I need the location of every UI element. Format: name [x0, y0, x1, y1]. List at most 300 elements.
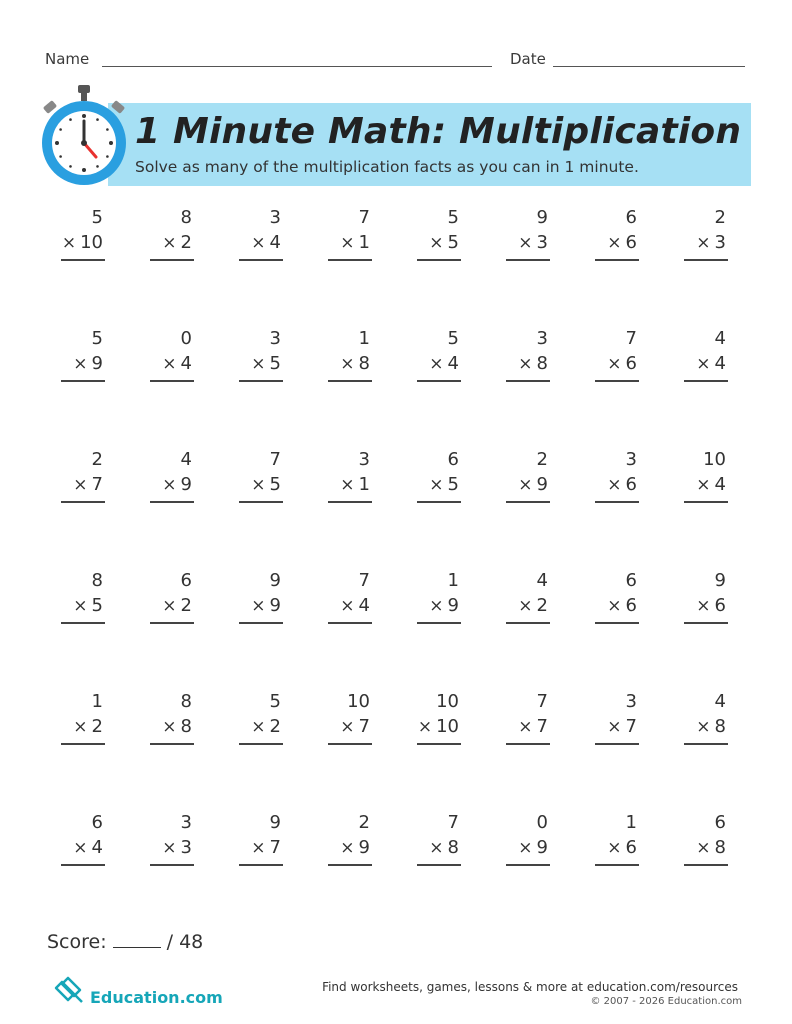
- problem-item: [506, 328, 550, 384]
- multiplier-line: [696, 474, 726, 495]
- multiplier: 9: [180, 474, 192, 495]
- times-sign: ×: [518, 596, 533, 616]
- problem-item: [328, 207, 372, 263]
- answer-line[interactable]: [239, 380, 283, 382]
- problem-item: [150, 812, 194, 868]
- answer-line[interactable]: [595, 501, 639, 503]
- multiplicand: 7: [447, 812, 459, 833]
- multiplier: 5: [269, 353, 281, 374]
- problem-item: [150, 449, 194, 505]
- answer-line[interactable]: [506, 501, 550, 503]
- multiplier-line: [251, 353, 281, 374]
- problem-item: [684, 328, 728, 384]
- multiplier-line: [73, 474, 103, 495]
- answer-line[interactable]: [328, 622, 372, 624]
- multiplicand: 4: [180, 449, 192, 470]
- times-sign: ×: [162, 233, 177, 253]
- multiplicand: 2: [536, 449, 548, 470]
- multiplier-line: [340, 595, 370, 616]
- multiplicand: 3: [358, 449, 370, 470]
- multiplicand: 5: [91, 328, 103, 349]
- problem-item: [61, 691, 105, 747]
- multiplier-line: [429, 474, 459, 495]
- times-sign: ×: [340, 596, 355, 616]
- multiplier: 7: [91, 474, 103, 495]
- times-sign: ×: [518, 717, 533, 737]
- multiplier: 5: [447, 232, 459, 253]
- multiplier-line: [251, 716, 281, 737]
- multiplicand: 5: [447, 207, 459, 228]
- times-sign: ×: [162, 838, 177, 858]
- multiplicand: 8: [180, 207, 192, 228]
- multiplier: 2: [180, 232, 192, 253]
- answer-line[interactable]: [684, 501, 728, 503]
- multiplier: 9: [447, 595, 459, 616]
- multiplier: 6: [625, 353, 637, 374]
- problem-item: [595, 207, 639, 263]
- multiplier-line: [340, 716, 370, 737]
- answer-line[interactable]: [61, 501, 105, 503]
- problem-item: [61, 449, 105, 505]
- multiplier: 3: [180, 837, 192, 858]
- problem-item: [506, 449, 550, 505]
- multiplier-line: [696, 716, 726, 737]
- multiplier: 7: [358, 716, 370, 737]
- worksheet-title: 1 Minute Math: Multiplication: [135, 111, 742, 152]
- multiplier-line: [73, 353, 103, 374]
- answer-line[interactable]: [684, 864, 728, 866]
- multiplier: 8: [447, 837, 459, 858]
- multiplicand: 7: [358, 207, 370, 228]
- problem-item: [239, 328, 283, 384]
- multiplicand: 9: [536, 207, 548, 228]
- times-sign: ×: [429, 233, 444, 253]
- multiplicand: 7: [536, 691, 548, 712]
- name-date-row: [45, 50, 746, 70]
- multiplicand: 6: [625, 570, 637, 591]
- multiplicand: 3: [269, 328, 281, 349]
- multiplier: 5: [269, 474, 281, 495]
- times-sign: ×: [518, 475, 533, 495]
- multiplicand: 2: [714, 207, 726, 228]
- multiplicand: 1: [447, 570, 459, 591]
- problem-item: [506, 570, 550, 626]
- multiplier-line: [607, 716, 637, 737]
- problem-item: [417, 449, 461, 505]
- multiplier-line: [162, 353, 192, 374]
- multiplier: 7: [536, 716, 548, 737]
- problem-item: [239, 812, 283, 868]
- answer-line[interactable]: [595, 380, 639, 382]
- answer-line[interactable]: [417, 622, 461, 624]
- multiplier: 7: [625, 716, 637, 737]
- education-logo-icon: [52, 972, 92, 1008]
- multiplier: 4: [358, 595, 370, 616]
- answer-line[interactable]: [150, 743, 194, 745]
- score-blank[interactable]: [113, 947, 161, 948]
- multiplier-line: [518, 595, 548, 616]
- answer-line[interactable]: [417, 743, 461, 745]
- times-sign: ×: [340, 475, 355, 495]
- multiplicand: 9: [269, 812, 281, 833]
- problem-item: [417, 570, 461, 626]
- answer-line[interactable]: [150, 259, 194, 261]
- problem-item: [328, 449, 372, 505]
- multiplier: 6: [714, 595, 726, 616]
- problem-item: [61, 328, 105, 384]
- multiplier-line: [251, 474, 281, 495]
- multiplier-line: [73, 837, 103, 858]
- answer-line[interactable]: [239, 743, 283, 745]
- answer-line[interactable]: [328, 259, 372, 261]
- problem-item: [506, 207, 550, 263]
- answer-line[interactable]: [595, 743, 639, 745]
- multiplier: 1: [358, 474, 370, 495]
- multiplier-line: [429, 595, 459, 616]
- times-sign: ×: [73, 596, 88, 616]
- answer-line[interactable]: [328, 380, 372, 382]
- problem-item: [61, 570, 105, 626]
- multiplier: 4: [714, 353, 726, 374]
- answer-line[interactable]: [61, 259, 105, 261]
- multiplicand: 6: [91, 812, 103, 833]
- multiplicand: 3: [536, 328, 548, 349]
- problem-item: [417, 207, 461, 263]
- problem-item: [61, 812, 105, 868]
- multiplier: 10: [80, 232, 103, 253]
- times-sign: ×: [251, 354, 266, 374]
- answer-line[interactable]: [417, 864, 461, 866]
- answer-line[interactable]: [239, 864, 283, 866]
- times-sign: ×: [162, 717, 177, 737]
- problem-item: [328, 570, 372, 626]
- problem-item: [417, 691, 461, 747]
- multiplier: 4: [714, 474, 726, 495]
- multiplier: 9: [536, 837, 548, 858]
- multiplicand: 0: [180, 328, 192, 349]
- multiplier: 2: [91, 716, 103, 737]
- multiplier-line: [696, 595, 726, 616]
- times-sign: ×: [696, 717, 711, 737]
- multiplicand: 10: [703, 449, 726, 470]
- times-sign: ×: [696, 838, 711, 858]
- score-total: / 48: [166, 931, 204, 953]
- multiplicand: 3: [625, 691, 637, 712]
- multiplier: 8: [536, 353, 548, 374]
- answer-line[interactable]: [61, 864, 105, 866]
- multiplier-line: [251, 595, 281, 616]
- multiplicand: 5: [269, 691, 281, 712]
- multiplier: 9: [536, 474, 548, 495]
- problem-item: [595, 570, 639, 626]
- problem-item: [239, 570, 283, 626]
- multiplier-line: [418, 716, 459, 737]
- multiplicand: 7: [269, 449, 281, 470]
- answer-line[interactable]: [150, 864, 194, 866]
- education-logo-text[interactable]: Education.com: [90, 988, 223, 1007]
- multiplier: 2: [180, 595, 192, 616]
- answer-line[interactable]: [684, 743, 728, 745]
- times-sign: ×: [61, 233, 77, 253]
- answer-line[interactable]: [328, 501, 372, 503]
- multiplier-line: [162, 232, 192, 253]
- multiplier-line: [340, 837, 370, 858]
- times-sign: ×: [162, 475, 177, 495]
- multiplier: 1: [358, 232, 370, 253]
- problem-item: [595, 812, 639, 868]
- problem-item: [506, 691, 550, 747]
- multiplicand: 8: [180, 691, 192, 712]
- times-sign: ×: [607, 233, 622, 253]
- answer-line[interactable]: [417, 380, 461, 382]
- multiplier-line: [696, 353, 726, 374]
- times-sign: ×: [518, 838, 533, 858]
- multiplier: 4: [91, 837, 103, 858]
- multiplier-line: [518, 837, 548, 858]
- answer-line[interactable]: [150, 380, 194, 382]
- multiplier-line: [518, 232, 548, 253]
- multiplicand: 3: [269, 207, 281, 228]
- problem-item: [239, 449, 283, 505]
- times-sign: ×: [251, 717, 266, 737]
- answer-line[interactable]: [595, 259, 639, 261]
- multiplier-line: [340, 474, 370, 495]
- worksheet-instructions: Solve as many of the multiplication facts as you can in 1 minute.: [135, 158, 639, 176]
- date-label: Date: [510, 50, 546, 68]
- problem-item: [684, 449, 728, 505]
- multiplier: 6: [625, 232, 637, 253]
- multiplier-line: [607, 232, 637, 253]
- multiplier: 4: [180, 353, 192, 374]
- multiplicand: 5: [91, 207, 103, 228]
- answer-line[interactable]: [684, 622, 728, 624]
- multiplicand: 1: [625, 812, 637, 833]
- times-sign: ×: [340, 838, 355, 858]
- times-sign: ×: [251, 475, 266, 495]
- multiplier-line: [607, 595, 637, 616]
- score-line: [47, 931, 203, 953]
- multiplier-line: [162, 716, 192, 737]
- times-sign: ×: [73, 354, 88, 374]
- multiplier: 8: [714, 716, 726, 737]
- answer-line[interactable]: [328, 864, 372, 866]
- answer-line[interactable]: [417, 501, 461, 503]
- answer-line[interactable]: [417, 259, 461, 261]
- times-sign: ×: [162, 596, 177, 616]
- multiplier: 9: [91, 353, 103, 374]
- problem-item: [595, 328, 639, 384]
- name-field[interactable]: [102, 66, 492, 67]
- multiplier: 2: [536, 595, 548, 616]
- times-sign: ×: [417, 717, 433, 737]
- times-sign: ×: [340, 233, 355, 253]
- multiplicand: 7: [625, 328, 637, 349]
- times-sign: ×: [607, 475, 622, 495]
- problem-item: [328, 812, 372, 868]
- multiplier: 2: [269, 716, 281, 737]
- footer-copyright: © 2007 - 2026 Education.com: [590, 996, 742, 1007]
- multiplier: 8: [714, 837, 726, 858]
- times-sign: ×: [518, 233, 533, 253]
- multiplier-line: [429, 232, 459, 253]
- multiplier: 8: [358, 353, 370, 374]
- answer-line[interactable]: [684, 380, 728, 382]
- multiplicand: 2: [91, 449, 103, 470]
- multiplier-line: [251, 837, 281, 858]
- multiplicand: 3: [625, 449, 637, 470]
- times-sign: ×: [73, 717, 88, 737]
- multiplicand: 6: [180, 570, 192, 591]
- answer-line[interactable]: [61, 380, 105, 382]
- multiplicand: 6: [447, 449, 459, 470]
- answer-line[interactable]: [506, 380, 550, 382]
- problem-item: [150, 328, 194, 384]
- problem-item: [684, 812, 728, 868]
- multiplier-line: [340, 232, 370, 253]
- answer-line[interactable]: [684, 259, 728, 261]
- multiplicand: 6: [714, 812, 726, 833]
- multiplier-line: [696, 837, 726, 858]
- problem-item: [239, 691, 283, 747]
- score-label: Score:: [47, 931, 107, 953]
- multiplier-line: [162, 837, 192, 858]
- times-sign: ×: [340, 717, 355, 737]
- times-sign: ×: [607, 354, 622, 374]
- multiplicand: 4: [536, 570, 548, 591]
- multiplicand: 1: [358, 328, 370, 349]
- multiplier: 6: [625, 595, 637, 616]
- answer-line[interactable]: [239, 259, 283, 261]
- multiplier: 4: [269, 232, 281, 253]
- answer-line[interactable]: [506, 743, 550, 745]
- multiplicand: 5: [447, 328, 459, 349]
- answer-line[interactable]: [595, 622, 639, 624]
- multiplicand: 10: [436, 691, 459, 712]
- multiplier-line: [73, 595, 103, 616]
- times-sign: ×: [607, 596, 622, 616]
- times-sign: ×: [429, 838, 444, 858]
- multiplicand: 7: [358, 570, 370, 591]
- answer-line[interactable]: [506, 622, 550, 624]
- multiplier-line: [607, 837, 637, 858]
- answer-line[interactable]: [61, 622, 105, 624]
- multiplier: 7: [269, 837, 281, 858]
- times-sign: ×: [251, 838, 266, 858]
- multiplier-line: [73, 716, 103, 737]
- multiplier: 5: [91, 595, 103, 616]
- multiplier: 3: [714, 232, 726, 253]
- times-sign: ×: [162, 354, 177, 374]
- answer-line[interactable]: [61, 743, 105, 745]
- times-sign: ×: [696, 475, 711, 495]
- multiplicand: 8: [91, 570, 103, 591]
- times-sign: ×: [607, 717, 622, 737]
- multiplicand: 4: [714, 691, 726, 712]
- problem-item: [506, 812, 550, 868]
- multiplier: 3: [536, 232, 548, 253]
- multiplier: 6: [625, 837, 637, 858]
- answer-line[interactable]: [239, 501, 283, 503]
- answer-line[interactable]: [506, 864, 550, 866]
- multiplier-line: [340, 353, 370, 374]
- multiplier-line: [518, 353, 548, 374]
- multiplier-line: [162, 595, 192, 616]
- times-sign: ×: [340, 354, 355, 374]
- multiplier-line: [607, 353, 637, 374]
- multiplicand: 9: [269, 570, 281, 591]
- multiplier: 4: [447, 353, 459, 374]
- name-label: Name: [45, 50, 90, 68]
- answer-line[interactable]: [595, 864, 639, 866]
- multiplicand: 4: [714, 328, 726, 349]
- times-sign: ×: [696, 354, 711, 374]
- multiplier: 8: [180, 716, 192, 737]
- times-sign: ×: [251, 233, 266, 253]
- problem-item: [328, 691, 372, 747]
- multiplicand: 10: [347, 691, 370, 712]
- multiplicand: 3: [180, 812, 192, 833]
- problem-item: [684, 207, 728, 263]
- multiplier-line: [696, 232, 726, 253]
- problem-item: [684, 691, 728, 747]
- multiplier-line: [162, 474, 192, 495]
- problem-item: [417, 812, 461, 868]
- problem-item: [595, 449, 639, 505]
- problem-item: [595, 691, 639, 747]
- answer-line[interactable]: [506, 259, 550, 261]
- problem-item: [239, 207, 283, 263]
- answer-line[interactable]: [150, 622, 194, 624]
- multiplier-line: [429, 353, 459, 374]
- problem-item: [684, 570, 728, 626]
- multiplier-line: [429, 837, 459, 858]
- times-sign: ×: [696, 233, 711, 253]
- times-sign: ×: [518, 354, 533, 374]
- times-sign: ×: [73, 475, 88, 495]
- multiplier: 10: [436, 716, 459, 737]
- multiplier-line: [251, 232, 281, 253]
- problem-item: [328, 328, 372, 384]
- times-sign: ×: [607, 838, 622, 858]
- problem-item: [61, 207, 105, 263]
- times-sign: ×: [696, 596, 711, 616]
- times-sign: ×: [429, 354, 444, 374]
- answer-line[interactable]: [328, 743, 372, 745]
- multiplicand: 9: [714, 570, 726, 591]
- problem-item: [150, 691, 194, 747]
- times-sign: ×: [73, 838, 88, 858]
- multiplier-line: [518, 474, 548, 495]
- multiplier: 5: [447, 474, 459, 495]
- problem-item: [417, 328, 461, 384]
- multiplicand: 2: [358, 812, 370, 833]
- multiplicand: 1: [91, 691, 103, 712]
- times-sign: ×: [429, 596, 444, 616]
- multiplier-line: [518, 716, 548, 737]
- footer-tagline[interactable]: Find worksheets, games, lessons & more at education.com/resources: [322, 980, 738, 994]
- times-sign: ×: [251, 596, 266, 616]
- multiplier: 9: [358, 837, 370, 858]
- multiplicand: 0: [536, 812, 548, 833]
- multiplier: 9: [269, 595, 281, 616]
- problem-item: [150, 207, 194, 263]
- date-field[interactable]: [553, 66, 745, 67]
- answer-line[interactable]: [150, 501, 194, 503]
- answer-line[interactable]: [239, 622, 283, 624]
- multiplier-line: [607, 474, 637, 495]
- multiplier: 6: [625, 474, 637, 495]
- times-sign: ×: [429, 475, 444, 495]
